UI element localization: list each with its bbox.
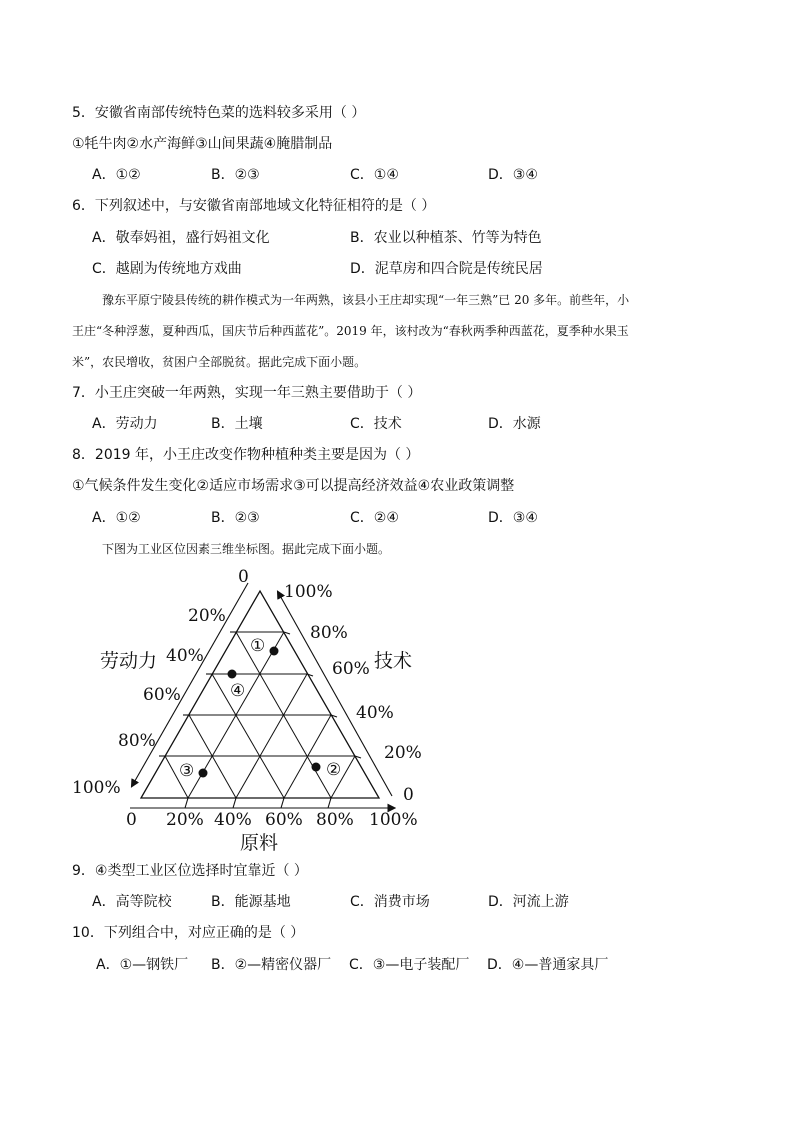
point-3-label: ③ xyxy=(179,761,195,781)
q10-option-a: A．①—钢铁厂 xyxy=(96,957,189,973)
q5-option-c: C．①④ xyxy=(350,167,399,183)
point-1-marker xyxy=(270,647,279,656)
ticks-bottom xyxy=(185,798,331,808)
q9-stem: 9．④类型工业区位选择时宜靠近（ ） xyxy=(72,863,308,879)
q10-option-d: D．④—普通家具厂 xyxy=(487,957,609,973)
figure-intro: 下图为工业区位因素三维坐标图。据此完成下面小题。 xyxy=(102,542,391,556)
left-tick-0: 0 xyxy=(238,567,249,587)
left-tick-40: 40% xyxy=(166,646,204,666)
right-tick-60: 60% xyxy=(332,659,370,679)
q8-items: ①气候条件发生变化②适应市场需求③可以提高经济效益④农业政策调整 xyxy=(72,478,515,494)
q9-option-d: D．河流上游 xyxy=(488,894,569,910)
left-tick-100: 100% xyxy=(72,778,121,798)
q7-option-d: D．水源 xyxy=(488,416,541,432)
q10-option-c: C．③—电子装配厂 xyxy=(349,957,470,973)
q9-option-c: C．消费市场 xyxy=(350,894,430,910)
point-1-label: ① xyxy=(250,636,266,656)
point-4-marker xyxy=(228,670,237,679)
bottom-tick-60: 60% xyxy=(265,810,303,830)
passage-line-3: 米”，农民增收，贫困户全部脱贫。据此完成下面小题。 xyxy=(72,355,367,369)
bottom-tick-80: 80% xyxy=(316,810,354,830)
passage-line-1: 豫东平原宁陵县传统的耕作模式为一年两熟，该县小王庄却实现“一年三熟”已 20 多年。前些年，小 xyxy=(102,293,630,307)
q10-stem: 10．下列组合中，对应正确的是（ ） xyxy=(72,925,305,941)
left-tick-20: 20% xyxy=(188,606,226,626)
bottom-tick-40: 40% xyxy=(214,810,252,830)
point-2-label: ② xyxy=(326,760,342,780)
q5-option-b: B．②③ xyxy=(211,167,260,183)
q5-items: ①牦牛肉②水产海鲜③山间果蔬④腌腊制品 xyxy=(72,136,333,152)
axis-label-labor: 劳动力 xyxy=(100,650,158,672)
q5-option-d: D．③④ xyxy=(488,167,538,183)
right-tick-80: 80% xyxy=(310,623,348,643)
right-tick-40: 40% xyxy=(356,703,394,723)
right-tick-100: 100% xyxy=(284,582,333,602)
q8-option-b: B．②③ xyxy=(211,510,260,526)
q6-option-b: B．农业以种植茶、竹等为特色 xyxy=(350,230,542,246)
left-tick-80: 80% xyxy=(118,731,156,751)
q7-stem: 7．小王庄突破一年两熟，实现一年三熟主要借助于（ ） xyxy=(72,385,422,401)
q6-option-d: D．泥草房和四合院是传统民居 xyxy=(350,261,543,277)
q7-option-b: B．土壤 xyxy=(211,416,263,432)
passage-line-2: 王庄“冬种浮葱，夏种西瓜，国庆节后种西蓝花”。2019 年，该村改为“春秋两季种西蓝花，夏季种水果玉 xyxy=(72,324,629,338)
point-4-label: ④ xyxy=(230,681,246,701)
q6-option-a: A．敬奉妈祖，盛行妈祖文化 xyxy=(92,230,270,246)
axis-label-raw-material: 原料 xyxy=(240,832,279,854)
bottom-tick-0: 0 xyxy=(126,810,137,830)
right-tick-0: 0 xyxy=(403,785,414,805)
point-2-marker xyxy=(312,763,321,772)
q7-option-c: C．技术 xyxy=(350,416,402,432)
q8-option-c: C．②④ xyxy=(350,510,399,526)
point-3-marker xyxy=(199,769,208,778)
q10-option-b: B．②—精密仪器厂 xyxy=(211,957,332,973)
q8-option-d: D．③④ xyxy=(488,510,538,526)
q5-option-a: A．①② xyxy=(92,167,141,183)
q8-option-a: A．①② xyxy=(92,510,141,526)
right-tick-20: 20% xyxy=(384,743,422,763)
left-tick-60: 60% xyxy=(143,685,181,705)
bottom-tick-100: 100% xyxy=(369,810,418,830)
q5-stem: 5．安徽省南部传统特色菜的选料较多采用（ ） xyxy=(72,105,366,121)
q6-option-c: C．越剧为传统地方戏曲 xyxy=(92,261,242,277)
q9-option-a: A．高等院校 xyxy=(92,894,172,910)
ternary-diagram xyxy=(60,560,440,860)
axis-label-technology: 技术 xyxy=(374,650,413,672)
q7-option-a: A．劳动力 xyxy=(92,416,158,432)
q6-stem: 6．下列叙述中，与安徽省南部地域文化特征相符的是（ ） xyxy=(72,198,436,214)
q9-option-b: B．能源基地 xyxy=(211,894,291,910)
q8-stem: 8．2019 年，小王庄改变作物种植种类主要是因为（ ） xyxy=(72,447,420,463)
bottom-tick-20: 20% xyxy=(166,810,204,830)
